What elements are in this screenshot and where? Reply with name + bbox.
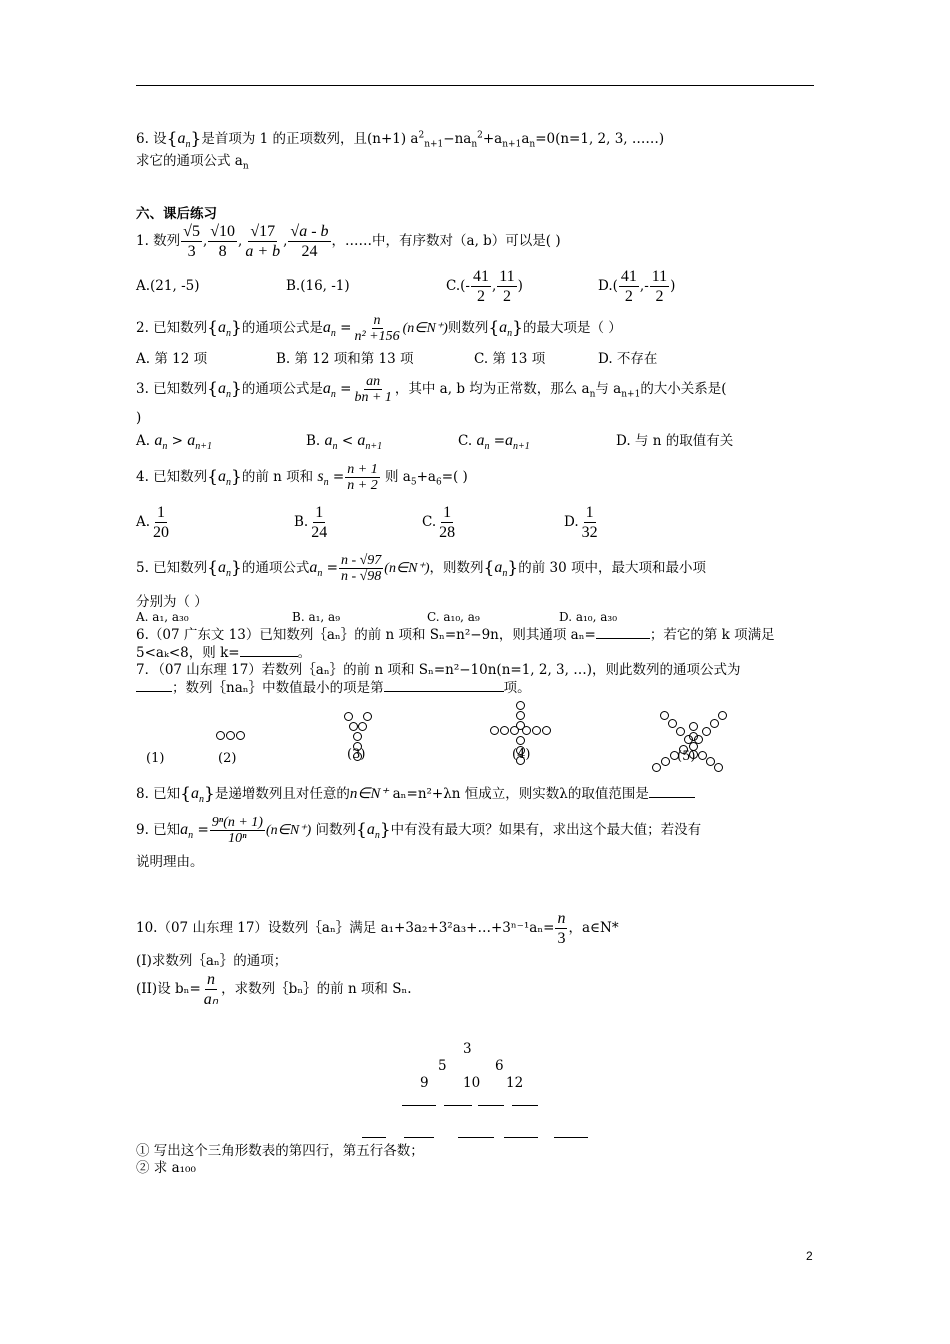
figure-label-3: (3) xyxy=(347,747,366,762)
figure-label-2: (2) xyxy=(218,751,237,766)
triangle-row1-cell: 3 xyxy=(463,1041,472,1057)
answer-blank xyxy=(504,1137,538,1138)
pattern-circle xyxy=(676,727,685,736)
question-10-part2: (II)设 bₙ= $\frac{n}{\text{aₙ}}$ ，求数列｛bₙ｝的前 n 项和 Sₙ. xyxy=(136,971,412,1008)
figure-label-4: (4) xyxy=(512,747,531,762)
page-number: 2 xyxy=(806,1249,813,1263)
answer-blank xyxy=(478,1105,504,1106)
question-4: 4. 已知数列$\{a_n\}$的前 n 项和 $s_n$ = $\frac{n + 1}{n + 2}$ 则 $a_5+a_6=$( ) xyxy=(136,462,468,493)
question-5-line2: 分别为（ ） xyxy=(136,594,208,610)
question-9: 9. 已知$a_n$ = $\frac{\text{9ⁿ(n + 1)}}{\text{10ⁿ}}$ (n∈N⁺) 问数列$\{a_n\}$中有没有最大项？如果有，求出这个最大值；若没有 xyxy=(136,815,702,846)
pattern-circle xyxy=(349,722,358,731)
question-6: 6. 设$\{a_n\}$是首项为 1 的正项数列，且(n+1) $a^2_{n+1}-na_n^2+a_{n+1}a_n=0(n=1$, 2, 3, ……) xyxy=(136,129,665,151)
triangle-row2-cell: 6 xyxy=(495,1058,504,1074)
question-1: 1. 数列 $\frac{√5}{3}$ , $\frac{√10}{8}$ , $\frac{√17}{a + b}$ , $\frac{√a - b}{24}$ ，……中，有序数对（a, b）可以是( ) xyxy=(136,223,561,260)
question-5-options: A. a₁, a₃₀ B. a₁, a₉ C. a₁₀, a₉ D. a₁₀, a₃₀ xyxy=(136,610,618,624)
pattern-circle xyxy=(542,726,551,735)
question-5: 5. 已知数列$\{a_n\}$的通项公式$a_n$ = $\frac{n - √97}{n - √98}$ (n∈N⁺)，则数列$\{a_n\}$的前 30 项中，最大项和最小项 xyxy=(136,553,706,584)
figure-label-5: (5) xyxy=(677,749,696,764)
question-8: 8. 已知$\{a_n\}$是递增数列且对任意的n∈N⁺ aₙ=n²+λn 恒成立，则实数λ的取值范围是 xyxy=(136,782,695,806)
answer-blank xyxy=(402,1105,436,1106)
question-3-options: A. $a_n > a_{n+1}$ B. $a_n < a_{n+1}$ C. $a_n =a_{n+1}$ D. 与 n 的取值有关 xyxy=(136,432,734,453)
question-1-options: A.(21, -5) B.(16, -1) C.(- $\frac{41}{2}$ , $\frac{11}{2}$ ) D.( $\frac{41}{2}$ ,- $\frac{11}{2}$ ) xyxy=(136,268,676,305)
question-3: 3. 已知数列$\{a_n\}$的通项公式是$a_n$ = $\frac{an}{bn + 1}$ ，其中 a, b 均为正常数，那么 $a_n$与 $a_{n+1}$的大小关系是( xyxy=(136,374,727,405)
pattern-circle xyxy=(652,763,661,772)
pattern-circle xyxy=(344,712,353,721)
figure-label-1: (1) xyxy=(146,751,165,766)
pattern-circle xyxy=(500,726,509,735)
answer-blank xyxy=(404,1137,434,1138)
question-7: 7．（07 山东理 17）若数列｛aₙ｝的前 n 项和 Sₙ=n²−10n(n=1, 2, 3, …)，则此数列的通项公式为 xyxy=(136,662,741,678)
triangle-row3-cell: 9 xyxy=(420,1075,429,1091)
pattern-circle xyxy=(226,731,235,740)
answer-blank xyxy=(362,1137,386,1138)
pattern-circle xyxy=(698,751,707,760)
pattern-circle xyxy=(718,711,727,720)
pattern-circle xyxy=(236,731,245,740)
pattern-circle xyxy=(363,712,372,721)
pattern-circle xyxy=(490,726,499,735)
question-11-part2: ② 求 a₁₀₀ xyxy=(136,1160,196,1176)
answer-blank xyxy=(458,1137,494,1138)
pattern-circle xyxy=(689,732,698,741)
pattern-circle xyxy=(353,732,362,741)
pattern-circle xyxy=(710,719,719,728)
pattern-circle xyxy=(714,763,723,772)
pattern-circle xyxy=(532,726,541,735)
pattern-circle xyxy=(516,711,525,720)
question-6b: 6.（07 广东文 13）已知数列｛aₙ｝的前 n 项和 Sₙ=n²−9n，则其通项 aₙ= ；若它的第 k 项满足 xyxy=(136,627,775,643)
pattern-circle xyxy=(702,727,711,736)
answer-blank xyxy=(444,1105,472,1106)
pattern-circle xyxy=(358,722,367,731)
pattern-circle xyxy=(660,711,669,720)
section-title: 六、课后练习 xyxy=(136,206,217,222)
question-6b-line2: 5<aₖ<8，则 k= 。 xyxy=(136,645,312,661)
pattern-circle xyxy=(516,736,525,745)
pattern-circle xyxy=(510,726,519,735)
question-6-line2: 求它的通项公式 $a_n$ xyxy=(136,153,249,172)
pattern-circle xyxy=(668,719,677,728)
question-2-options: A. 第 12 项 B. 第 12 项和第 13 项 C. 第 13 项 D. 不存在 xyxy=(136,351,658,367)
triangle-row3-cell: 10 xyxy=(463,1075,481,1091)
pattern-circle xyxy=(661,757,670,766)
answer-blank xyxy=(554,1137,588,1138)
question-9-line2: 说明理由。 xyxy=(136,854,204,870)
pattern-circle xyxy=(522,726,531,735)
pattern-circle xyxy=(689,722,698,731)
triangle-row3-cell: 12 xyxy=(506,1075,524,1091)
pattern-circle xyxy=(706,757,715,766)
pattern-circle xyxy=(216,731,225,740)
question-2: 2. 已知数列$\{a_n\}$的通项公式是$a_n$ = $\frac{n}{\text{n² +156}}$ (n∈N⁺)则数列$\{a_n\}$的最大项是（ ） xyxy=(136,313,622,344)
question-7-line2: ；数列｛naₙ｝中数值最小的项是第 项。 xyxy=(136,679,531,697)
question-3-line2: ) xyxy=(136,410,142,426)
answer-blank xyxy=(512,1105,538,1106)
question-4-options: A. $\frac{1}{20}$ B. $\frac{1}{24}$ C. $\frac{1}{28}$ D. $\frac{1}{32}$ xyxy=(136,504,598,541)
pattern-circle xyxy=(516,701,525,710)
triangle-row2-cell: 5 xyxy=(438,1058,447,1074)
question-10-part1: (I)求数列｛aₙ｝的通项； xyxy=(136,953,288,969)
header-rule xyxy=(136,85,814,86)
question-11-part1: ① 写出这个三角形数表的第四行，第五行各数； xyxy=(136,1143,424,1159)
question-10: 10.（07 山东理 17）设数列｛aₙ｝满足 a₁+3a₂+3²a₃+…+3ⁿ⁻¹aₙ= $\frac{n}{3}$ ，a∈N* xyxy=(136,910,619,947)
